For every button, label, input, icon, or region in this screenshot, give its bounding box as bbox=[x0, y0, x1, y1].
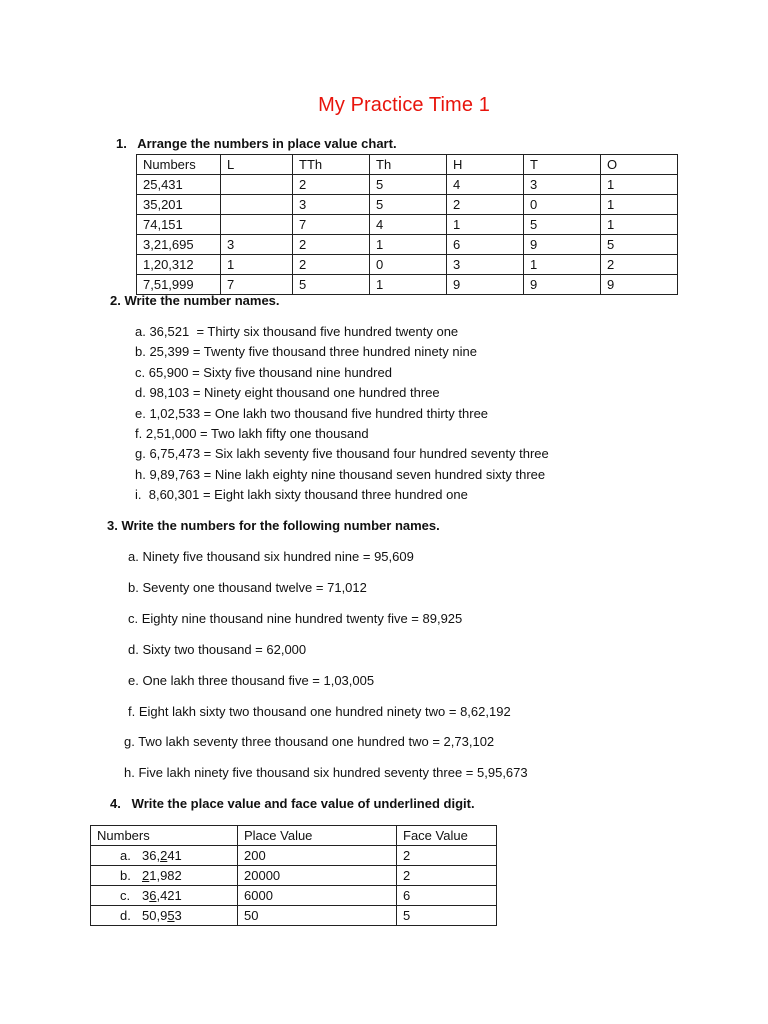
table-cell: 9 bbox=[447, 275, 524, 295]
number-prefix: 50,9 bbox=[142, 908, 168, 923]
table-cell: 5 bbox=[524, 215, 601, 235]
place-value-cell: 200 bbox=[238, 846, 397, 866]
page-title: My Practice Time 1 bbox=[318, 94, 490, 116]
table-cell: 7,51,999 bbox=[137, 275, 221, 295]
underlined-digit: 5 bbox=[167, 908, 175, 923]
place-face-value-table bbox=[90, 825, 497, 926]
question-2-heading: 2. Write the number names. bbox=[110, 293, 280, 308]
number-prefix: 3 bbox=[142, 888, 150, 903]
table-row bbox=[137, 235, 678, 255]
question-1-heading: 1. Arrange the numbers in place value chart. bbox=[116, 136, 397, 151]
table-cell: 2 bbox=[447, 195, 524, 215]
table-cell: 9 bbox=[524, 275, 601, 295]
list-item: g. Two lakh seventy three thousand one hundred two = 2,73,102 bbox=[124, 734, 495, 750]
number-cell bbox=[91, 866, 238, 886]
item-letter: a. bbox=[120, 848, 131, 863]
table-row bbox=[137, 255, 678, 275]
list-item: d. Sixty two thousand = 62,000 bbox=[128, 641, 307, 657]
table-cell: 9 bbox=[524, 235, 601, 255]
table-cell: 1 bbox=[370, 235, 447, 255]
number-cell bbox=[91, 886, 238, 906]
table-cell: 1 bbox=[370, 275, 447, 295]
table-cell: 3 bbox=[221, 235, 293, 255]
table-cell: 25,431 bbox=[137, 175, 221, 195]
number-suffix: 1,982 bbox=[149, 868, 182, 883]
list-item: e. 1,02,533 = One lakh two thousand five hundred thirty three bbox=[135, 405, 489, 421]
table-row bbox=[91, 846, 497, 866]
list-item: b. 25,399 = Twenty five thousand three hundred ninety nine bbox=[135, 344, 477, 360]
number-suffix: 41 bbox=[167, 848, 182, 863]
table-row bbox=[137, 175, 678, 195]
table-cell: 5 bbox=[601, 235, 678, 255]
table-row bbox=[137, 195, 678, 215]
table-cell: 1 bbox=[601, 195, 678, 215]
table-cell: 0 bbox=[370, 255, 447, 275]
face-value-cell: 2 bbox=[397, 846, 497, 866]
table-cell bbox=[221, 215, 293, 235]
number-cell bbox=[91, 846, 238, 866]
list-item: a. Ninety five thousand six hundred nine = 95,609 bbox=[128, 549, 414, 564]
list-item: g. 6,75,473 = Six lakh seventy five thousand four hundred seventy three bbox=[135, 446, 549, 462]
question-4-heading: 4. Write the place value and face value of underlined digit. bbox=[110, 796, 475, 811]
list-item: e. One lakh three thousand five = 1,03,005 bbox=[128, 672, 375, 688]
column-header: L bbox=[221, 155, 293, 175]
item-letter: c. bbox=[120, 888, 131, 903]
table-header-row bbox=[91, 826, 497, 846]
table-cell: 5 bbox=[370, 175, 447, 195]
table-cell: 3 bbox=[293, 195, 370, 215]
place-value-cell: 50 bbox=[238, 906, 397, 926]
table-cell: 1 bbox=[221, 255, 293, 275]
table-cell bbox=[221, 175, 293, 195]
table-cell bbox=[221, 195, 293, 215]
place-value-cell: 6000 bbox=[238, 886, 397, 906]
table-row bbox=[91, 866, 497, 886]
table-cell: 0 bbox=[524, 195, 601, 215]
question-3-heading: 3. Write the numbers for the following number names. bbox=[107, 518, 440, 533]
list-item: f. Eight lakh sixty two thousand one hundred ninety two = 8,62,192 bbox=[128, 703, 511, 719]
column-header: Th bbox=[370, 155, 447, 175]
column-header: TTh bbox=[293, 155, 370, 175]
underlined-digit: 6 bbox=[149, 888, 157, 903]
face-value-cell: 6 bbox=[397, 886, 497, 906]
number-cell bbox=[91, 906, 238, 926]
table-cell: 1 bbox=[447, 215, 524, 235]
list-item: a. 36,521 = Thirty six thousand five hundred twenty one bbox=[135, 324, 459, 339]
column-header: Numbers bbox=[91, 826, 238, 846]
column-header: Place Value bbox=[238, 826, 397, 846]
table-cell: 2 bbox=[293, 255, 370, 275]
list-item: h. 9,89,763 = Nine lakh eighty nine thousand seven hundred sixty three bbox=[135, 466, 546, 482]
list-item: h. Five lakh ninety five thousand six hundred seventy three = 5,95,673 bbox=[124, 765, 528, 781]
table-cell: 6 bbox=[447, 235, 524, 255]
number-prefix: 36, bbox=[142, 848, 161, 863]
table-cell: 1 bbox=[524, 255, 601, 275]
column-header: Numbers bbox=[137, 155, 221, 175]
face-value-cell: 5 bbox=[397, 906, 497, 926]
underlined-digit: 2 bbox=[142, 868, 150, 883]
list-item: b. Seventy one thousand twelve = 71,012 bbox=[128, 579, 367, 595]
table-cell: 35,201 bbox=[137, 195, 221, 215]
table-cell: 1,20,312 bbox=[137, 255, 221, 275]
table-cell: 7 bbox=[293, 215, 370, 235]
number-suffix: ,421 bbox=[156, 888, 182, 903]
table-row bbox=[91, 906, 497, 926]
list-item: d. 98,103 = Ninety eight thousand one hundred three bbox=[135, 385, 440, 401]
place-value-cell: 20000 bbox=[238, 866, 397, 886]
table-cell: 3,21,695 bbox=[137, 235, 221, 255]
column-header: T bbox=[524, 155, 601, 175]
table-cell: 1 bbox=[601, 215, 678, 235]
place-value-chart bbox=[136, 154, 678, 295]
column-header: Face Value bbox=[397, 826, 497, 846]
item-letter: b. bbox=[120, 868, 131, 883]
table-cell: 5 bbox=[370, 195, 447, 215]
table-cell: 3 bbox=[524, 175, 601, 195]
column-header: H bbox=[447, 155, 524, 175]
table-cell: 2 bbox=[601, 255, 678, 275]
table-row bbox=[91, 886, 497, 906]
table-cell: 3 bbox=[447, 255, 524, 275]
table-header-row bbox=[137, 155, 678, 175]
table-cell: 7 bbox=[221, 275, 293, 295]
table-cell: 4 bbox=[447, 175, 524, 195]
underlined-digit: 2 bbox=[160, 848, 168, 863]
table-cell: 74,151 bbox=[137, 215, 221, 235]
list-item: f. 2,51,000 = Two lakh fifty one thousand bbox=[135, 426, 369, 441]
table-cell: 2 bbox=[293, 175, 370, 195]
list-item: c. Eighty nine thousand nine hundred twenty five = 89,925 bbox=[128, 610, 463, 626]
table-cell: 2 bbox=[293, 235, 370, 255]
table-cell: 9 bbox=[601, 275, 678, 295]
list-item: i. 8,60,301 = Eight lakh sixty thousand three hundred one bbox=[135, 487, 468, 503]
table-cell: 1 bbox=[601, 175, 678, 195]
list-item: c. 65,900 = Sixty five thousand nine hundred bbox=[135, 364, 392, 380]
number-suffix: 3 bbox=[174, 908, 182, 923]
face-value-cell: 2 bbox=[397, 866, 497, 886]
table-cell: 4 bbox=[370, 215, 447, 235]
column-header: O bbox=[601, 155, 678, 175]
item-letter: d. bbox=[120, 908, 131, 923]
table-row bbox=[137, 215, 678, 235]
table-row bbox=[137, 275, 678, 295]
table-cell: 5 bbox=[293, 275, 370, 295]
